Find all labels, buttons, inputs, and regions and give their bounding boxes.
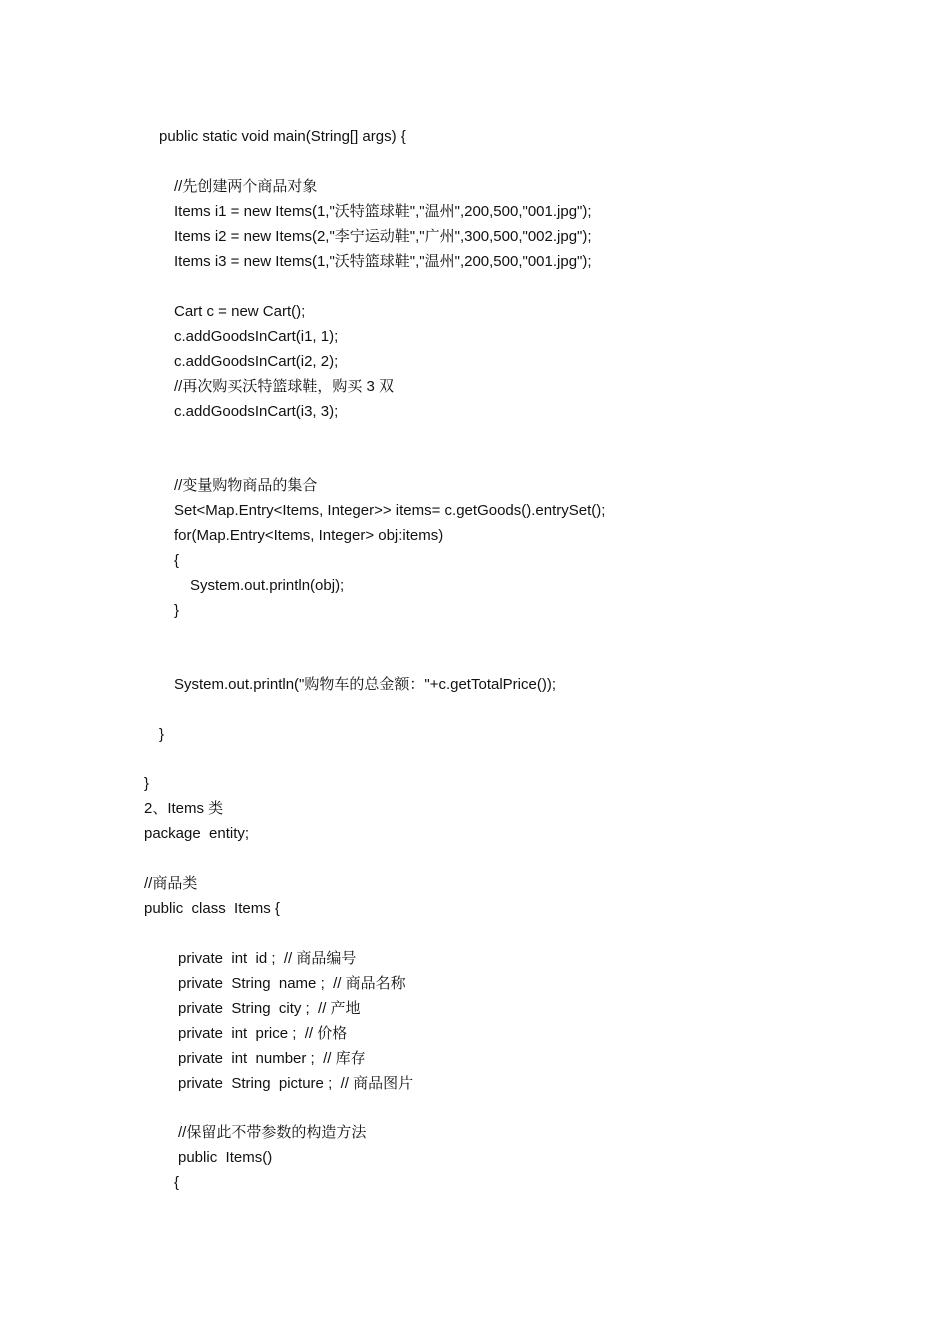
code-line: System.out.println(obj); [190, 577, 345, 594]
code-line: public static void main(String[] args) { [159, 128, 406, 145]
code-line: private String city ; // 产地 [178, 1000, 361, 1017]
code-line: private int price ; // 价格 [178, 1025, 348, 1042]
code-line: Items i3 = new Items(1,"沃特篮球鞋","温州",200,500,"001.jpg"); [174, 253, 592, 270]
code-brace: { [174, 1174, 180, 1191]
code-line: package entity; [144, 825, 250, 842]
code-comment: //商品类 [144, 875, 198, 892]
code-line: Items i2 = new Items(2,"李宁运动鞋","广州",300,500,"002.jpg"); [174, 228, 592, 245]
code-brace: } [159, 726, 165, 743]
code-line: private int id ; // 商品编号 [178, 950, 357, 967]
code-comment: //先创建两个商品对象 [174, 178, 318, 195]
code-line: Items i1 = new Items(1,"沃特篮球鞋","温州",200,500,"001.jpg"); [174, 203, 592, 220]
code-brace: { [174, 552, 180, 569]
code-comment: //变量购物商品的集合 [174, 477, 318, 494]
code-comment: //保留此不带参数的构造方法 [178, 1124, 367, 1141]
code-line: c.addGoodsInCart(i3, 3); [174, 403, 339, 420]
code-brace: } [174, 602, 180, 619]
code-brace: } [144, 775, 150, 792]
code-line: c.addGoodsInCart(i2, 2); [174, 353, 339, 370]
section-heading: 2、Items 类 [144, 800, 224, 817]
code-line: private int number ; // 库存 [178, 1050, 366, 1067]
code-comment: //再次购买沃特篮球鞋，购买 3 双 [174, 378, 395, 395]
code-line: Cart c = new Cart(); [174, 303, 306, 320]
code-line: public Items() [178, 1149, 273, 1166]
code-line: private String picture ; // 商品图片 [178, 1075, 414, 1092]
code-line: System.out.println("购物车的总金额："+c.getTotalPrice()); [174, 676, 556, 693]
code-line: for(Map.Entry<Items, Integer> obj:items) [174, 527, 444, 544]
code-line: public class Items { [144, 900, 280, 917]
code-line: c.addGoodsInCart(i1, 1); [174, 328, 339, 345]
code-line: private String name ; // 商品名称 [178, 975, 406, 992]
code-line: Set<Map.Entry<Items, Integer>> items= c.getGoods().entrySet(); [174, 502, 606, 519]
